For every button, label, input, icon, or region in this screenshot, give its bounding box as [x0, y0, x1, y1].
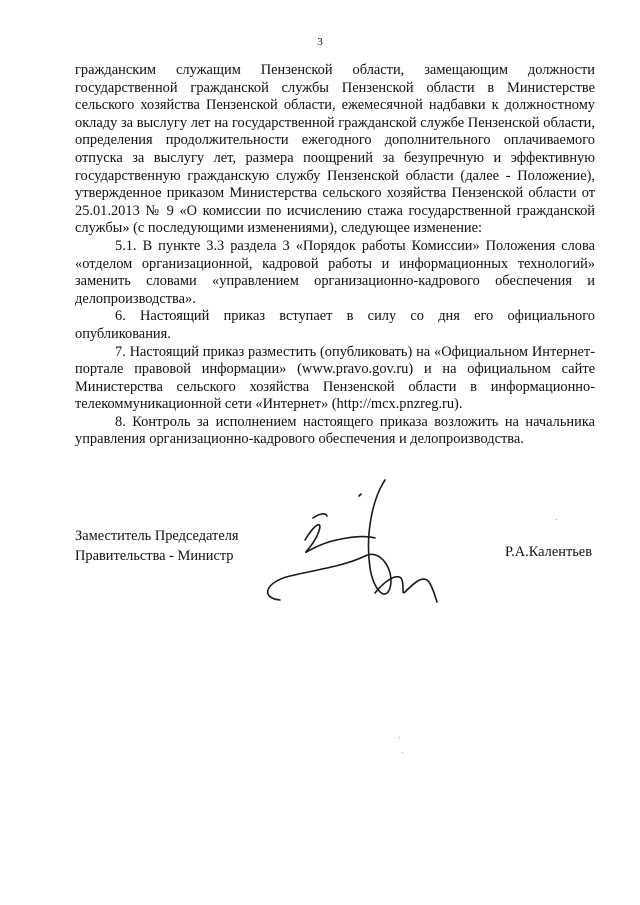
signatory-position-line-1: Заместитель Председателя: [75, 528, 239, 544]
paragraph-continuation: гражданским служащим Пензенской области, замещающим должности государственной гражданской службы Пензенской области в Министерстве сельского хозяйства Пензенской области, ежемесячной надбавки к должностному окладу за выслугу лет на государственной гражданской службе Пензенской области, определения продолжительности ежегодного дополнительного оплачиваемого отпуска за выслугу лет, размера поощрений за безупречную и эффективную государственную гражданскую службу Пензенской области (далее - Положение), утвержденное приказом Министерства сельского хозяйства Пензенской области от 25.01.2013 № 9 «О комиссии по исчислению стажа государственной гражданской службы» (с последующими изменениями), следующее изменение:: [75, 62, 595, 237]
handwritten-signature: [255, 478, 455, 628]
paragraph-item-5-1: 5.1. В пункте 3.3 раздела 3 «Порядок работы Комиссии» Положения слова «отделом организационной, кадровой работы и информационных технологий» заменить словами «управлением организационно-кадрового обеспечения и делопроизводства».: [75, 237, 595, 307]
signatory-position-line-2: Правительства - Министр: [75, 548, 234, 564]
paragraph-item-7: 7. Настоящий приказ разместить (опубликовать) на «Официальном Интернет-портале правовой информации» (www.pravo.gov.ru) и на официальном сайте Министерства сельского хозяйства Пензенской области в информационно-телекоммуникационной сети «Интернет» (http://mcx.pnzreg.ru).: [75, 343, 595, 413]
signatory-position: [75, 526, 239, 566]
scan-speck: [556, 519, 557, 520]
page-number: 3: [317, 36, 323, 48]
document-body: [75, 62, 595, 449]
paragraph-item-8: 8. Контроль за исполнением настоящего приказа возложить на начальника управления организационно-кадрового обеспечения и делопроизводства.: [75, 413, 595, 448]
scan-speck: [402, 752, 403, 753]
paragraph-item-6: 6. Настоящий приказ вступает в силу со дня его официального опубликования.: [75, 308, 595, 342]
scan-speck: [399, 737, 400, 738]
signatory-name: Р.А.Калентьев: [504, 544, 592, 560]
